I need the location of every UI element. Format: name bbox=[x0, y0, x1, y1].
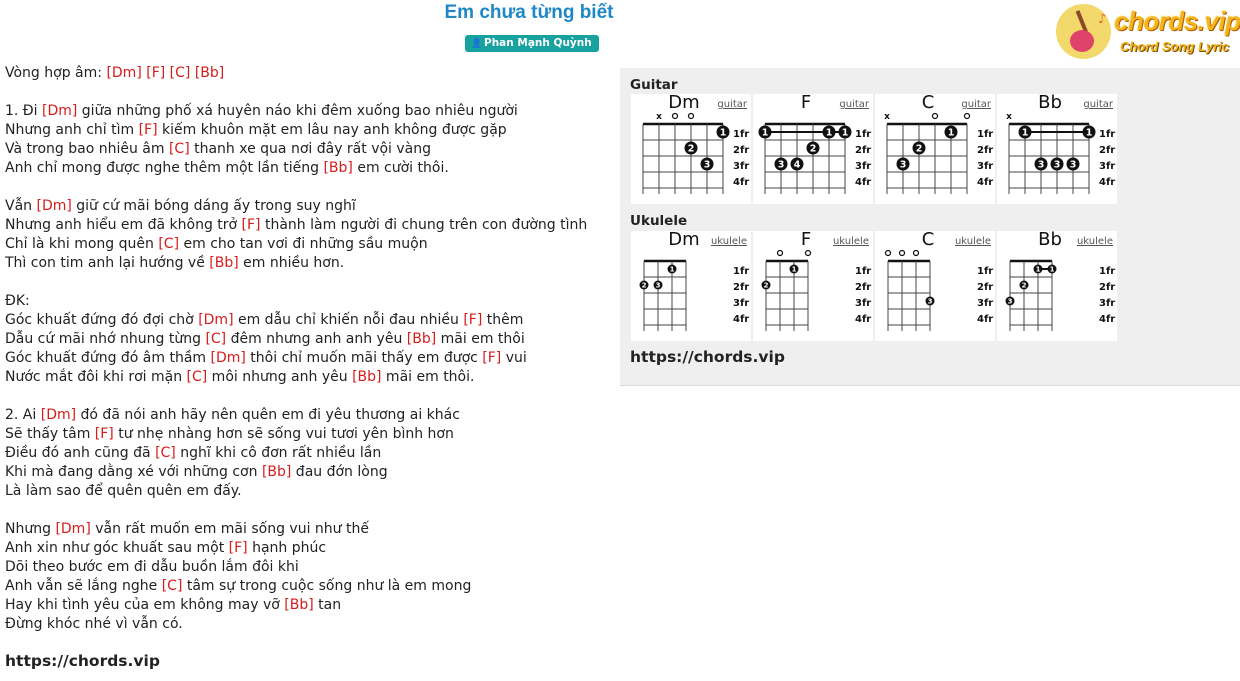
author-badge[interactable] bbox=[465, 35, 599, 52]
instrument-link[interactable]: guitar bbox=[839, 99, 869, 110]
lyric-text: Điều đó anh cũng đã bbox=[5, 445, 156, 461]
finger-number: 2 bbox=[687, 143, 695, 155]
fret-label: 2fr bbox=[977, 282, 994, 293]
lyric-line bbox=[5, 520, 605, 539]
lyric-text: Thì con tim anh lại hướng về bbox=[5, 255, 210, 271]
fret-label: 1fr bbox=[977, 266, 994, 277]
lyric-text: thành làm người đi chung trên con đường tình bbox=[260, 217, 588, 233]
chord-link[interactable]: [Bb] bbox=[323, 160, 353, 176]
fret-label: 4fr bbox=[1099, 177, 1116, 188]
lyric-line bbox=[5, 577, 605, 596]
lyric-line bbox=[5, 615, 605, 634]
finger-number: 3 bbox=[927, 297, 933, 306]
finger-number: 1 bbox=[947, 127, 955, 139]
chord-panel bbox=[620, 68, 1240, 386]
chord-name: F bbox=[800, 229, 812, 250]
fret-label: 4fr bbox=[855, 314, 872, 325]
guitar-heading: Guitar bbox=[630, 77, 678, 93]
finger-number: 4 bbox=[793, 159, 801, 171]
lyric-text: Anh chỉ mong được nghe thêm một lần tiếng bbox=[5, 160, 324, 176]
chord-diagram bbox=[631, 231, 751, 341]
chord-card-6s-f[interactable] bbox=[753, 94, 873, 204]
finger-number: 3 bbox=[1037, 159, 1045, 171]
chord-name: Bb bbox=[1038, 229, 1062, 250]
instrument-link[interactable]: ukulele bbox=[1076, 236, 1113, 247]
fret-label: 1fr bbox=[855, 129, 872, 140]
fret-label: 3fr bbox=[1099, 298, 1116, 309]
chord-name: Bb bbox=[1038, 92, 1062, 113]
finger-number: 3 bbox=[1007, 297, 1013, 306]
fret-label: 4fr bbox=[977, 177, 994, 188]
lyric-text: mãi em thôi. bbox=[381, 369, 475, 385]
fret-label: 3fr bbox=[733, 298, 750, 309]
open-string-mark bbox=[914, 251, 919, 256]
finger-number: 3 bbox=[1069, 159, 1077, 171]
finger-number: 2 bbox=[641, 281, 647, 290]
chord-name: C bbox=[921, 92, 935, 113]
fret-label: 3fr bbox=[855, 298, 872, 309]
lyric-text: tư nhẹ nhàng hơn sẽ sống vui tươi yên bình hơn bbox=[113, 426, 454, 442]
lyric-text: kiếm khuôn mặt em lâu nay anh không được gặp bbox=[157, 122, 507, 138]
chord-link[interactable]: [F] bbox=[241, 217, 261, 233]
chord-link[interactable]: [Bb] bbox=[194, 65, 225, 81]
chord-card-6s-dm[interactable] bbox=[631, 94, 751, 204]
finger-number: 3 bbox=[1053, 159, 1061, 171]
chord-link[interactable]: [C] bbox=[155, 445, 176, 461]
lyric-text: Anh vẫn sẽ lắng nghe bbox=[5, 578, 162, 594]
chord-link[interactable]: [F] bbox=[146, 65, 166, 81]
finger-number: 1 bbox=[1035, 265, 1041, 274]
open-string-mark bbox=[886, 251, 891, 256]
chord-link[interactable]: [F] bbox=[228, 540, 248, 556]
finger-number: 2 bbox=[763, 281, 769, 290]
open-string-mark bbox=[673, 114, 678, 119]
logo-brand: chords.vip bbox=[1114, 6, 1240, 36]
fret-label: 2fr bbox=[855, 282, 872, 293]
muted-string-mark: x bbox=[1006, 112, 1012, 122]
fret-label: 4fr bbox=[855, 177, 872, 188]
lyric-line bbox=[5, 558, 605, 577]
lyric-text: Và trong bao nhiêu âm bbox=[5, 141, 169, 157]
open-string-mark bbox=[778, 251, 783, 256]
chord-link[interactable]: [Bb] bbox=[209, 255, 239, 271]
lyric-line bbox=[5, 368, 605, 387]
fret-label: 2fr bbox=[733, 282, 750, 293]
fret-label: 1fr bbox=[855, 266, 872, 277]
lyric-line bbox=[5, 159, 605, 178]
chord-link[interactable]: [Dm] bbox=[36, 198, 72, 214]
chord-link[interactable]: [C] bbox=[169, 65, 191, 81]
finger-number: 3 bbox=[655, 281, 661, 290]
lyric-text: Nhưng anh chỉ tìm bbox=[5, 122, 139, 138]
lyric-line bbox=[5, 425, 605, 444]
lyric-line bbox=[5, 406, 605, 425]
lyric-text: Đừng khóc nhé vì vẫn có. bbox=[5, 616, 183, 632]
instrument-link[interactable]: guitar bbox=[717, 99, 747, 110]
lyric-line bbox=[5, 292, 605, 311]
lyric-text: đêm nhưng anh anh yêu bbox=[226, 331, 407, 347]
lyric-text: vẫn rất muốn em mãi sống vui như thế bbox=[90, 521, 369, 537]
fret-label: 1fr bbox=[733, 129, 750, 140]
chord-link[interactable]: [C] bbox=[168, 141, 190, 157]
chord-link[interactable]: [Dm] bbox=[40, 407, 77, 423]
lyric-text: Nhưng anh hiểu em đã không trở bbox=[5, 217, 242, 233]
fret-label: 2fr bbox=[1099, 145, 1116, 156]
lyric-line bbox=[5, 83, 605, 102]
chord-link[interactable]: [Bb] bbox=[406, 331, 437, 347]
chord-name: Dm bbox=[668, 92, 700, 113]
chord-card-6s-c[interactable] bbox=[875, 94, 995, 204]
finger-number: 1 bbox=[669, 265, 675, 274]
lyric-text: 2. Ai bbox=[5, 407, 41, 423]
chord-link[interactable]: [F] bbox=[94, 426, 114, 442]
lyric-line bbox=[5, 463, 605, 482]
chord-link[interactable]: [Dm] bbox=[55, 521, 91, 537]
logo-tagline: Chord Song Lyric bbox=[1120, 39, 1230, 54]
open-string-mark bbox=[900, 251, 905, 256]
lyric-text: Sẽ thấy tâm bbox=[5, 426, 95, 442]
muted-string-mark: x bbox=[884, 112, 890, 122]
chord-diagram bbox=[631, 94, 751, 204]
chord-card-4s-c[interactable] bbox=[875, 231, 995, 341]
lyric-text: Dẫu cứ mãi nhớ nhung từng bbox=[5, 331, 206, 347]
lyric-line bbox=[5, 539, 605, 558]
lyric-text: giữa những phố xá huyên náo khi đêm xuống bao nhiêu người bbox=[77, 103, 518, 119]
fret-label: 1fr bbox=[1099, 129, 1116, 140]
lyric-text: môi nhưng anh yêu bbox=[207, 369, 353, 385]
lyric-line bbox=[5, 235, 605, 254]
finger-number: 2 bbox=[1021, 281, 1027, 290]
lyric-text: nghĩ khi cô đơn rất nhiều lần bbox=[175, 445, 382, 461]
music-note-icon: ♪ bbox=[1098, 12, 1107, 27]
finger-number: 1 bbox=[791, 265, 797, 274]
lyric-line bbox=[5, 311, 605, 330]
fret-label: 3fr bbox=[977, 298, 994, 309]
lyric-line bbox=[5, 349, 605, 368]
lyric-text: Góc khuất đứng đó đợi chờ bbox=[5, 312, 199, 328]
fret-label: 3fr bbox=[855, 161, 872, 172]
fret-label: 3fr bbox=[733, 161, 750, 172]
lyric-line bbox=[5, 330, 605, 349]
lyric-line bbox=[5, 501, 605, 520]
chord-link[interactable]: [Dm] bbox=[106, 65, 142, 81]
finger-number: 1 bbox=[1021, 127, 1029, 139]
chord-diagram bbox=[875, 94, 995, 204]
instrument-link[interactable]: ukulele bbox=[832, 236, 869, 247]
lyric-text: Khi mà đang dằng xé với những cơn bbox=[5, 464, 262, 480]
finger-number: 2 bbox=[809, 143, 817, 155]
chord-card-6s-bb[interactable] bbox=[997, 94, 1117, 204]
muted-string-mark: x bbox=[656, 112, 662, 122]
chord-link[interactable]: [F] bbox=[138, 122, 158, 138]
chord-name: C bbox=[921, 229, 935, 250]
lyric-text: mãi em thôi bbox=[436, 331, 525, 347]
chord-link[interactable]: [C] bbox=[205, 331, 227, 347]
lyric-text: em cho tan vơi đi những sầu muộn bbox=[179, 236, 428, 252]
lyric-line bbox=[5, 197, 605, 216]
lyric-text: thanh xe qua nơi đây rất vội vàng bbox=[189, 141, 432, 157]
finger-number: 3 bbox=[703, 159, 711, 171]
chord-link[interactable]: [Bb] bbox=[284, 597, 314, 613]
lyric-text: đó đã nói anh hãy nên quên em đi yêu thương ai khác bbox=[76, 407, 460, 423]
lyric-text: thôi chỉ muốn mãi thấy em được bbox=[245, 350, 483, 366]
lyric-text: em dẫu chỉ khiến nỗi đau nhiều bbox=[233, 312, 464, 328]
lyric-line bbox=[5, 444, 605, 463]
lyric-line bbox=[5, 102, 605, 121]
fret-label: 4fr bbox=[977, 314, 994, 325]
fret-label: 4fr bbox=[733, 177, 750, 188]
chord-name: F bbox=[800, 92, 812, 113]
finger-number: 3 bbox=[899, 159, 907, 171]
instrument-link[interactable]: ukulele bbox=[954, 236, 991, 247]
lyric-line bbox=[5, 178, 605, 197]
chord-card-4s-dm[interactable] bbox=[631, 231, 751, 341]
lyric-text: Góc khuất đứng đó âm thầm bbox=[5, 350, 211, 366]
instrument-link[interactable]: ukulele bbox=[710, 236, 747, 247]
song-title: Em chưa từng biết bbox=[444, 2, 614, 23]
chord-link[interactable]: [C] bbox=[186, 369, 208, 385]
lyric-text: đau đớn lòng bbox=[291, 464, 388, 480]
chord-link[interactable]: [Bb] bbox=[261, 464, 292, 480]
lyric-text: thêm bbox=[482, 312, 524, 328]
fret-label: 3fr bbox=[977, 161, 994, 172]
lyric-line bbox=[5, 140, 605, 159]
chord-diagram bbox=[875, 231, 995, 341]
chord-diagram bbox=[753, 231, 873, 341]
chord-card-4s-f[interactable] bbox=[753, 231, 873, 341]
lyric-line bbox=[5, 387, 605, 406]
chord-link[interactable]: [C] bbox=[158, 236, 180, 252]
lyric-line bbox=[5, 121, 605, 140]
lyric-text: Nước mắt đôi khi rơi mặn bbox=[5, 369, 187, 385]
instrument-link[interactable]: guitar bbox=[1083, 99, 1113, 110]
open-string-mark bbox=[689, 114, 694, 119]
lyric-text: tâm sự trong cuộc sống như là em mong bbox=[182, 578, 472, 594]
fret-label: 1fr bbox=[977, 129, 994, 140]
finger-number: 1 bbox=[841, 127, 849, 139]
fret-label: 2fr bbox=[977, 145, 994, 156]
open-string-mark bbox=[965, 114, 970, 119]
lyric-text: Dõi theo bước em đi dẫu buồn lắm đôi khi bbox=[5, 559, 299, 575]
fret-label: 1fr bbox=[733, 266, 750, 277]
fret-label: 4fr bbox=[733, 314, 750, 325]
chord-diagram bbox=[753, 94, 873, 204]
chord-link[interactable]: [Dm] bbox=[42, 103, 78, 119]
lyric-line bbox=[5, 596, 605, 615]
lyric-text: Vòng hợp âm: bbox=[5, 65, 107, 81]
lyric-line bbox=[5, 273, 605, 292]
lyric-text: 1. Đi bbox=[5, 103, 42, 119]
lyric-text: em nhiều hơn. bbox=[238, 255, 345, 271]
lyric-text: Nhưng bbox=[5, 521, 56, 537]
guitar-body-icon bbox=[1070, 30, 1094, 52]
lyric-line bbox=[5, 64, 605, 83]
lyric-text: Hay khi tình yêu của em không may vỡ bbox=[5, 597, 285, 613]
panel-url[interactable]: https://chords.vip bbox=[630, 348, 785, 366]
lyric-text: hạnh phúc bbox=[247, 540, 327, 556]
lyric-text: vui bbox=[501, 350, 527, 366]
footer-url[interactable]: https://chords.vip bbox=[5, 652, 160, 670]
lyric-text: tan bbox=[313, 597, 342, 613]
lyric-line bbox=[5, 254, 605, 273]
chord-card-4s-bb[interactable] bbox=[997, 231, 1117, 341]
lyric-text: Chỉ là khi mong quên bbox=[5, 236, 159, 252]
open-string-mark bbox=[933, 114, 938, 119]
chord-diagram bbox=[997, 94, 1117, 204]
lyric-line bbox=[5, 216, 605, 235]
finger-number: 1 bbox=[719, 127, 727, 139]
fret-label: 1fr bbox=[1099, 266, 1116, 277]
instrument-link[interactable]: guitar bbox=[961, 99, 991, 110]
chord-link[interactable]: [F] bbox=[482, 350, 502, 366]
lyric-text: Anh xin như góc khuất sau một bbox=[5, 540, 229, 556]
chord-link[interactable]: [Dm] bbox=[210, 350, 246, 366]
chord-link[interactable]: [Dm] bbox=[198, 312, 234, 328]
chord-diagram bbox=[997, 231, 1117, 341]
lyric-text: giữ cứ mãi bóng dáng ấy trong suy nghĩ bbox=[71, 198, 356, 214]
chord-link[interactable]: [F] bbox=[463, 312, 483, 328]
finger-number: 1 bbox=[825, 127, 833, 139]
chord-link[interactable]: [Bb] bbox=[352, 369, 382, 385]
open-string-mark bbox=[806, 251, 811, 256]
fret-label: 2fr bbox=[733, 145, 750, 156]
finger-number: 3 bbox=[777, 159, 785, 171]
finger-number: 2 bbox=[915, 143, 923, 155]
lyric-line bbox=[5, 482, 605, 501]
user-icon: 👤 bbox=[471, 39, 483, 49]
fret-label: 2fr bbox=[1099, 282, 1116, 293]
finger-number: 1 bbox=[1085, 127, 1093, 139]
finger-number: 1 bbox=[1049, 265, 1055, 274]
fret-label: 3fr bbox=[1099, 161, 1116, 172]
lyric-text: Vẫn bbox=[5, 198, 37, 214]
lyric-text: ĐK: bbox=[5, 293, 30, 309]
chord-link[interactable]: [C] bbox=[161, 578, 183, 594]
fret-label: 4fr bbox=[1099, 314, 1116, 325]
lyrics-block bbox=[5, 64, 605, 670]
finger-number: 1 bbox=[761, 127, 769, 139]
site-logo[interactable] bbox=[1054, 2, 1240, 60]
fret-label: 2fr bbox=[855, 145, 872, 156]
chord-name: Dm bbox=[668, 229, 700, 250]
lyric-text: Là làm sao để quên quên em đấy. bbox=[5, 483, 242, 499]
lyric-text: em cười thôi. bbox=[352, 160, 449, 176]
ukulele-heading: Ukulele bbox=[630, 213, 688, 229]
author-name: Phan Mạnh Quỳnh bbox=[484, 37, 592, 49]
